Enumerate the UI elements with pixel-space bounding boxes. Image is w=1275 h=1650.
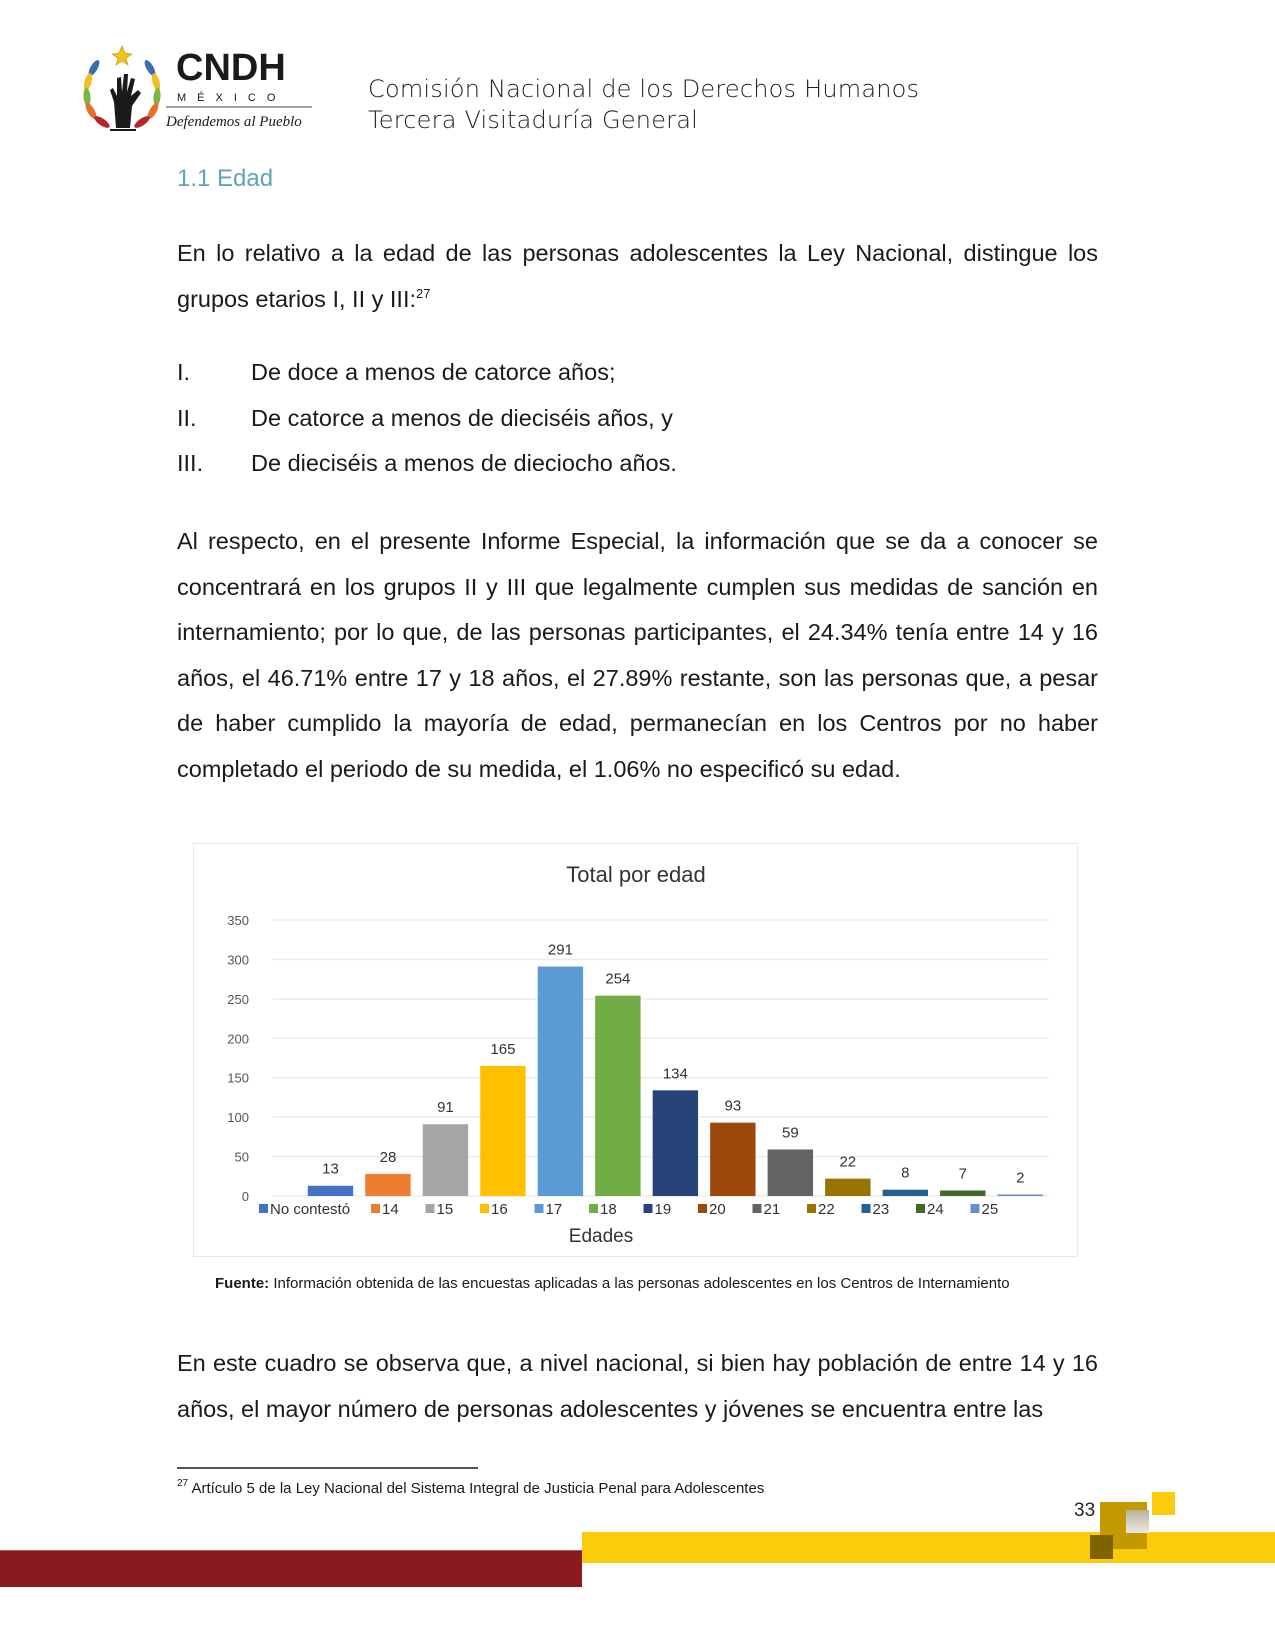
list-item — [177, 396, 677, 442]
legend-label: 18 — [600, 1201, 617, 1218]
institution-header — [368, 74, 919, 136]
list-item-text: De dieciséis a menos de dieciocho años. — [251, 450, 677, 476]
legend-label: 24 — [927, 1201, 944, 1218]
legend-label: 21 — [763, 1201, 781, 1218]
cndh-logo — [80, 44, 315, 136]
legend-item — [480, 1201, 508, 1218]
chart-title: Total por edad — [566, 862, 706, 887]
bar-15 — [423, 1124, 468, 1196]
y-tick-label: 250 — [227, 991, 249, 1007]
header-institution-name: Comisión Nacional de los Derechos Humanos — [368, 75, 920, 103]
legend-swatch — [426, 1204, 435, 1213]
logo-slogan: Defendemos al Pueblo — [166, 114, 302, 130]
page-number: 33 — [1074, 1500, 1096, 1521]
age-bar-chart — [193, 843, 1078, 1257]
legend-label: 20 — [709, 1201, 726, 1218]
legend-swatch — [698, 1204, 707, 1213]
logo-name: CNDH — [176, 47, 286, 89]
legend-item — [371, 1201, 399, 1218]
legend-item — [535, 1201, 563, 1218]
bar-14 — [365, 1174, 410, 1196]
data-label: 2 — [1016, 1169, 1025, 1187]
legend-label: No contestó — [270, 1201, 351, 1218]
legend-label: 22 — [818, 1201, 835, 1218]
intro-text: En lo relativo a la edad de las personas adolescentes la Ley Nacional, distingue los grupos etarios I, II y III: — [177, 240, 1098, 312]
list-item-number: I. — [177, 359, 191, 385]
legend-item — [753, 1201, 781, 1218]
list-item-number: III. — [177, 450, 204, 476]
bar-25 — [998, 1194, 1043, 1196]
bar-16 — [480, 1066, 525, 1196]
bar-23 — [883, 1190, 928, 1196]
chart-canvas — [194, 844, 1079, 1258]
bar-17 — [538, 967, 583, 1196]
legend-swatch — [259, 1204, 268, 1213]
data-label: 7 — [958, 1165, 967, 1183]
legend-swatch — [807, 1204, 816, 1213]
bar-21 — [768, 1149, 813, 1196]
bar-19 — [653, 1090, 698, 1196]
bar-22 — [825, 1179, 870, 1196]
logo-country: MÉXICO — [177, 92, 287, 104]
footnote-separator — [177, 1467, 478, 1469]
source-label: Fuente: — [215, 1275, 270, 1292]
legend-item — [644, 1201, 672, 1218]
bar-no-contestó — [308, 1186, 353, 1196]
legend-item — [698, 1201, 726, 1218]
header-department: Tercera Visitaduría General — [368, 106, 698, 134]
data-label: 93 — [724, 1097, 742, 1115]
legend-item — [807, 1201, 835, 1218]
legend-swatch — [916, 1204, 925, 1213]
y-tick-label: 100 — [227, 1110, 249, 1126]
y-tick-label: 350 — [227, 913, 249, 928]
chart-legend — [259, 1201, 998, 1218]
footnote-number: 27 — [177, 1478, 189, 1489]
chart-x-axis-label: Edades — [568, 1226, 634, 1247]
legend-label: 16 — [491, 1201, 508, 1218]
age-group-list — [177, 350, 677, 487]
legend-label: 17 — [545, 1201, 563, 1218]
legend-swatch — [862, 1204, 871, 1213]
data-label: 254 — [605, 970, 631, 988]
legend-label: 14 — [382, 1201, 399, 1218]
legend-label: 23 — [872, 1201, 890, 1218]
data-label: 8 — [901, 1164, 910, 1182]
legend-item — [426, 1201, 454, 1218]
bar-24 — [940, 1190, 985, 1196]
data-label: 13 — [322, 1160, 339, 1178]
footnote-ref[interactable]: 27 — [416, 285, 431, 301]
y-tick-label: 300 — [227, 952, 249, 968]
legend-item — [971, 1201, 999, 1218]
legend-label: 15 — [436, 1201, 454, 1218]
list-item — [177, 441, 677, 487]
legend-item — [259, 1201, 350, 1218]
legend-swatch — [644, 1204, 653, 1213]
data-label: 22 — [839, 1153, 857, 1171]
list-item — [177, 350, 677, 396]
legend-swatch — [535, 1204, 544, 1213]
footnote — [177, 1480, 764, 1497]
legend-swatch — [971, 1204, 980, 1213]
list-item-text: De doce a menos de catorce años; — [251, 359, 616, 385]
y-tick-label: 200 — [227, 1031, 249, 1047]
legend-swatch — [589, 1204, 598, 1213]
bar-20 — [710, 1123, 755, 1196]
source-text: Información obtenida de las encuestas aplicadas a las personas adolescentes en los Centros de Internamiento — [269, 1275, 1010, 1292]
legend-item — [916, 1201, 944, 1218]
body-paragraph: Al respecto, en el presente Informe Especial, la información que se da a conocer se concentrará en los grupos II y III que legalmente cumplen sus medidas de sanción en internamiento; por lo que, de las personas participantes, el 24.34% tenía entre 14 y 16 años, el 46.71% entre 17 y 18 años, el 27.89% restante, son las personas que, a pesar de haber cumplido la mayoría de edad, permanecían en los Centros por no haber completado el periodo de su medida, el 1.06% no especificó su edad. — [177, 528, 1098, 782]
list-item-number: II. — [177, 404, 197, 431]
y-tick-label: 50 — [234, 1149, 249, 1165]
data-label: 59 — [781, 1124, 799, 1142]
logo-emblem-icon — [80, 44, 315, 136]
data-label: 28 — [379, 1148, 397, 1166]
list-item-text: De catorce a menos de dieciséis años, y — [251, 404, 673, 431]
intro-paragraph — [177, 231, 1098, 322]
footer-squares-decoration — [1090, 1492, 1180, 1562]
chart-source-note — [215, 1275, 1010, 1292]
section-title: 1.1 Edad — [177, 165, 274, 192]
data-label: 165 — [490, 1040, 516, 1058]
legend-label: 25 — [981, 1201, 999, 1218]
y-tick-label: 150 — [227, 1070, 249, 1086]
legend-item — [589, 1201, 617, 1218]
legend-swatch — [753, 1204, 762, 1213]
data-label: 91 — [437, 1099, 454, 1117]
legend-label: 19 — [654, 1201, 672, 1218]
legend-item — [862, 1201, 890, 1218]
data-label: 134 — [662, 1065, 688, 1083]
y-tick-label: 0 — [241, 1189, 249, 1204]
legend-swatch — [480, 1204, 489, 1213]
data-label: 291 — [547, 941, 573, 959]
footnote-text: Artículo 5 de la Ley Nacional del Sistema Integral de Justicia Penal para Adolescentes — [188, 1480, 765, 1497]
bar-18 — [595, 996, 640, 1196]
footer-band-red — [0, 1550, 582, 1587]
body-paragraph: En este cuadro se observa que, a nivel nacional, si bien hay población de entre 14 y 16 años, el mayor número de personas adolescentes y jóvenes se encuentra entre las — [177, 1350, 1098, 1422]
legend-swatch — [371, 1204, 380, 1213]
